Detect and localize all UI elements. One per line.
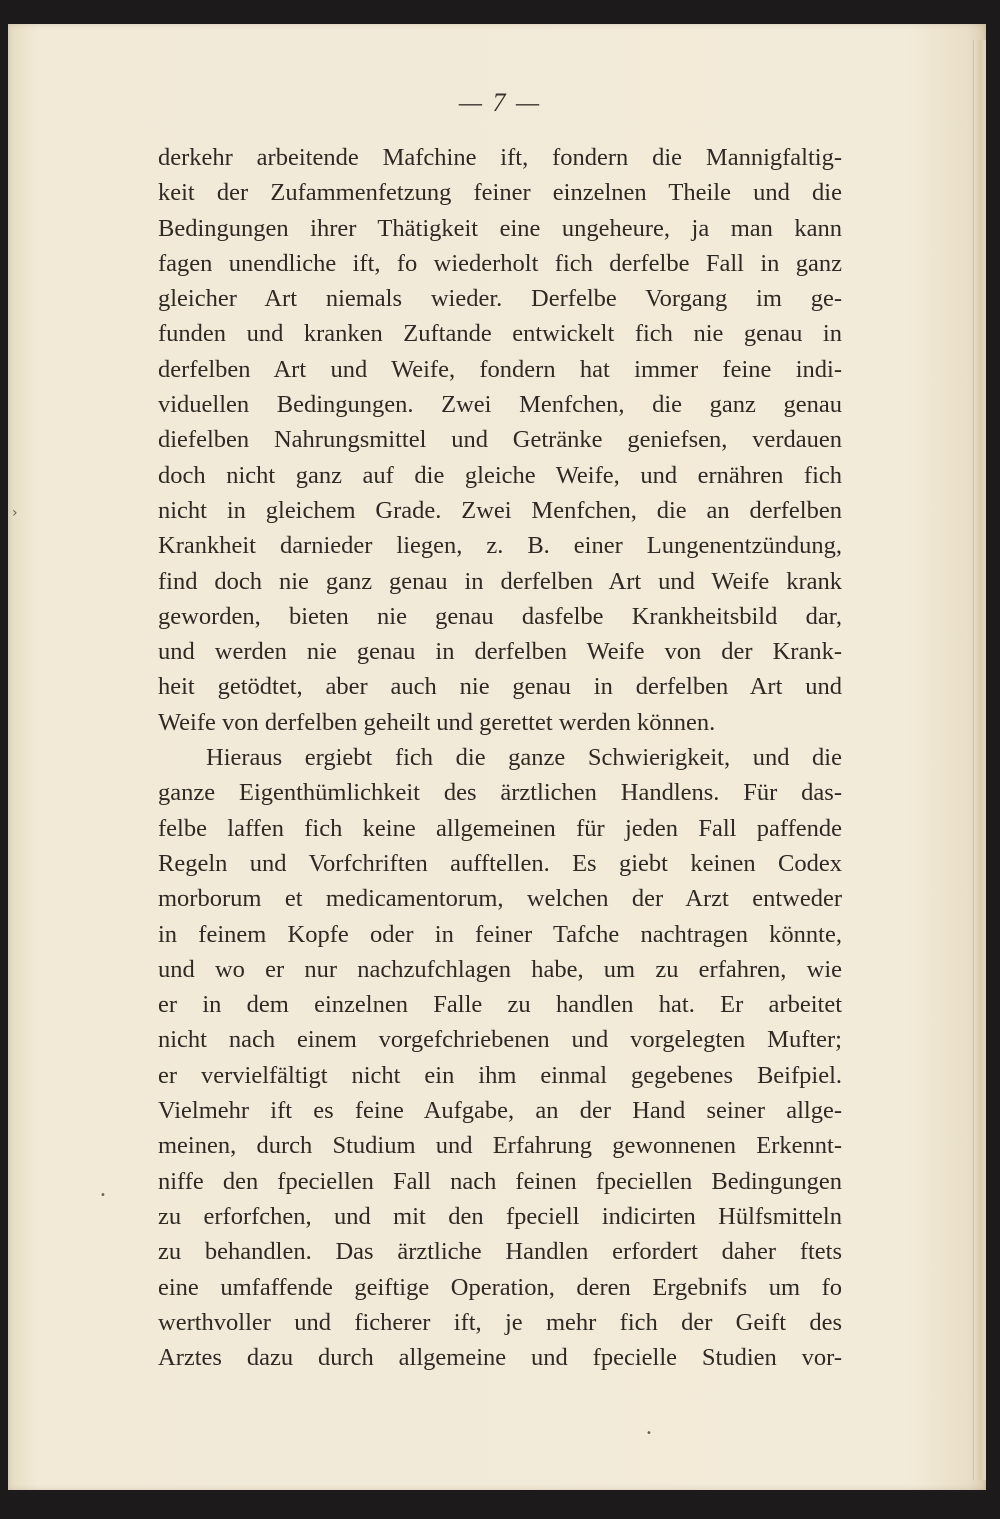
text-line: gleicher Art niemals wieder. Derfelbe Vorgang im ge- xyxy=(158,285,842,313)
text-line: zu erforfchen, und mit den fpeciell indicirten Hülfsmitteln xyxy=(158,1202,842,1230)
text-line: nicht in gleichem Grade. Zwei Menfchen, die an derfelben xyxy=(158,496,842,524)
text-line: Krankheit darnieder liegen, z. B. einer Lungenentzündung, xyxy=(158,532,842,560)
text-line: Vielmehr ift es feine Aufgabe, an der Hand seiner allge- xyxy=(158,1097,842,1125)
text-line: Regeln und Vorfchriften aufftellen. Es giebt keinen Codex xyxy=(158,849,842,877)
text-line: derfelben Art und Weife, fondern hat immer feine indi- xyxy=(158,355,842,383)
text-line: doch nicht ganz auf die gleiche Weife, und ernähren fich xyxy=(158,461,842,489)
text-line: in feinem Kopfe oder in feiner Tafche nachtragen könnte, xyxy=(158,920,842,948)
text-line: eine umfaffende geiftige Operation, deren Ergebnifs um fo xyxy=(158,1273,842,1301)
text-line: heit getödtet, aber auch nie genau in derfelben Art und xyxy=(158,673,842,701)
text-line: und wo er nur nachzufchlagen habe, um zu erfahren, wie xyxy=(158,955,842,983)
body-text xyxy=(158,140,842,1375)
text-line: derkehr arbeitende Mafchine ift, fondern die Mannigfaltig- xyxy=(158,144,842,171)
text-line: niffe den fpeciellen Fall nach feinen fpeciellen Bedingungen xyxy=(158,1167,842,1195)
page-number: — 7 — xyxy=(458,88,542,117)
margin-mark: • xyxy=(646,1428,652,1439)
text-line: Weife von derfelben geheilt und gerettet werden können. xyxy=(158,708,716,736)
text-line: keit der Zufammenfetzung feiner einzelnen Theile und die xyxy=(158,179,842,207)
text-line: Arztes dazu durch allgemeine und fpecielle Studien vor- xyxy=(158,1344,842,1372)
margin-mark: › xyxy=(12,505,18,521)
text-line: Hieraus ergiebt fich die ganze Schwierigkeit, und die xyxy=(206,744,842,772)
text-line: zu behandlen. Das ärztliche Handlen erfordert daher ftets xyxy=(158,1238,842,1266)
text-line: felbe laffen fich keine allgemeinen für jeden Fall paffende xyxy=(158,814,842,842)
text-line: Bedingungen ihrer Thätigkeit eine ungeheure, ja man kann xyxy=(158,214,842,242)
text-line: geworden, bieten nie genau dasfelbe Krankheitsbild dar, xyxy=(158,602,842,630)
text-line: find doch nie ganz genau in derfelben Art und Weife krank xyxy=(158,567,842,595)
text-line: er in dem einzelnen Falle zu handlen hat. Er arbeitet xyxy=(158,991,842,1019)
text-line: und werden nie genau in derfelben Weife von der Krank- xyxy=(158,638,842,666)
text-line: fagen unendliche ift, fo wiederholt fich derfelbe Fall in ganz xyxy=(158,249,842,277)
text-line: nicht nach einem vorgefchriebenen und vorgelegten Mufter; xyxy=(158,1026,842,1054)
text-line: viduellen Bedingungen. Zwei Menfchen, die ganz genau xyxy=(158,391,842,419)
text-line: meinen, durch Studium und Erfahrung gewonnenen Erkennt- xyxy=(158,1132,842,1160)
page-edge xyxy=(973,40,986,1480)
margin-mark: • xyxy=(100,1190,106,1201)
text-line: werthvoller und ficherer ift, je mehr fich der Geift des xyxy=(158,1308,842,1336)
text-line: diefelben Nahrungsmittel und Getränke geniefsen, verdauen xyxy=(158,426,842,454)
text-line: er vervielfältigt nicht ein ihm einmal gegebenes Beifpiel. xyxy=(158,1061,842,1089)
text-line: funden und kranken Zuftande entwickelt fich nie genau in xyxy=(158,320,842,348)
text-line: morborum et medicamentorum, welchen der Arzt entweder xyxy=(158,885,842,913)
text-line: ganze Eigenthümlichkeit des ärztlichen Handlens. Für das- xyxy=(158,779,842,807)
